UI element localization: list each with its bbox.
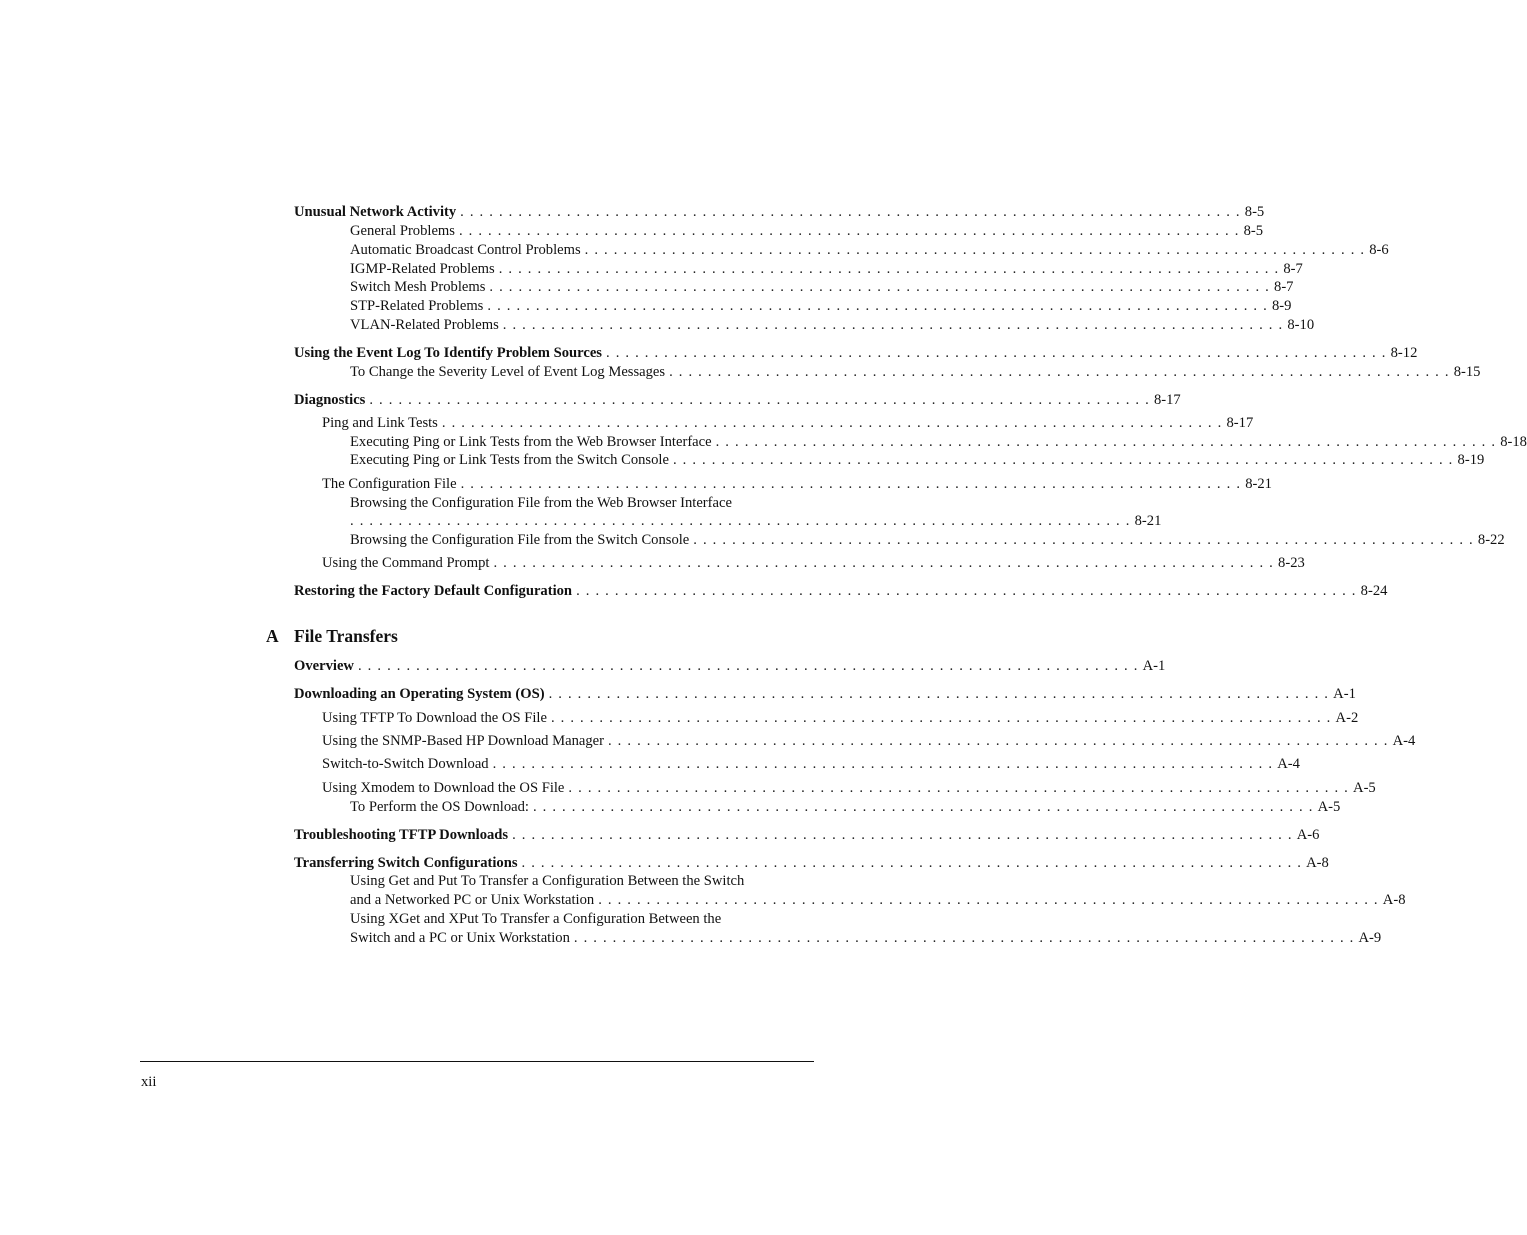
- chapter-heading: [266, 625, 398, 647]
- toc-entry-title: Using the SNMP-Based HP Download Manager: [322, 733, 604, 749]
- toc-entry-page: 8-21: [1134, 513, 1162, 529]
- toc-entry: [322, 554, 1305, 572]
- toc-entry: [350, 260, 1303, 278]
- toc-entry-title: Using the Event Log To Identify Problem Sources: [294, 345, 602, 361]
- toc-entry-title: Using TFTP To Download the OS File: [322, 710, 547, 726]
- toc-entry-page: 8-12: [1390, 345, 1418, 361]
- toc-entry-title: STP-Related Problems: [350, 298, 484, 314]
- toc-entry-page: 8-9: [1271, 298, 1292, 314]
- toc-entry-title: Overview: [294, 658, 354, 674]
- toc-entry: [322, 755, 1300, 773]
- toc-entry-page: 8-7: [1283, 261, 1303, 277]
- toc-entry: [350, 241, 1389, 259]
- toc-leader-dots: . . . . . . . . . . . . . . . . . . . . . . . . . . . . . . . . . . . . . . . . . . . . . . . . . . . . . . . . . . . . . . . . . . . . . . . . . . . . . . . . .: [498, 261, 1280, 277]
- toc-entry-title: Transferring Switch Configurations: [294, 855, 518, 871]
- toc-entry-page: 8-22: [1477, 532, 1505, 548]
- toc-entry: [294, 582, 1388, 600]
- toc-leader-dots: . . . . . . . . . . . . . . . . . . . . . . . . . . . . . . . . . . . . . . . . . . . . . . . . . . . . . . . . . . . . . . . . . . . . . . . . . . . . . . . . .: [460, 204, 1241, 220]
- toc-entry: [350, 891, 1406, 909]
- toc-entry: [322, 475, 1272, 493]
- chapter-title: File Transfers: [294, 626, 398, 646]
- toc-entry-page: A-8: [1306, 855, 1329, 871]
- toc-entry: [350, 433, 1527, 451]
- toc-entry-title: General Problems: [350, 223, 455, 239]
- toc-entry-page: 8-18: [1500, 434, 1527, 450]
- toc-entry-title: Troubleshooting TFTP Downloads: [294, 827, 509, 843]
- footer-rule: [140, 1061, 814, 1062]
- toc-entry: [350, 494, 810, 512]
- toc-entry-page: 8-10: [1287, 317, 1315, 333]
- toc-entry-title: Switch and a PC or Unix Workstation: [350, 930, 570, 946]
- toc-entry: [350, 910, 810, 928]
- toc-leader-dots: . . . . . . . . . . . . . . . . . . . . . . . . . . . . . . . . . . . . . . . . . . . . . . . . . . . . . . . . . . . . . . . . . . . . . . . . . . . . . . . . .: [584, 242, 1366, 258]
- toc-entry-title: The Configuration File: [322, 476, 457, 492]
- toc-entry-title: Using the Command Prompt: [322, 555, 490, 571]
- toc-leader-dots: . . . . . . . . . . . . . . . . . . . . . . . . . . . . . . . . . . . . . . . . . . . . . . . . . . . . . . . . . . . . . . . . . . . . . . . . . . . . . . . . .: [607, 733, 1389, 749]
- toc-entry: [350, 531, 1505, 549]
- toc-leader-dots: . . . . . . . . . . . . . . . . . . . . . . . . . . . . . . . . . . . . . . . . . . . . . . . . . . . . . . . . . . . . . . . . . . . . . . . . . . . . . . . . .: [458, 223, 1240, 239]
- toc-entry-title: Using XGet and XPut To Transfer a Configuration Between the: [350, 911, 722, 927]
- toc-entry-page: A-2: [1335, 710, 1359, 726]
- toc-entry-title: Downloading an Operating System (OS): [294, 686, 545, 702]
- toc-entry: [294, 685, 1356, 703]
- toc-leader-dots: . . . . . . . . . . . . . . . . . . . . . . . . . . . . . . . . . . . . . . . . . . . . . . . . . . . . . . . . . . . . . . . . . . . . . . . . . . . . . . . . .: [493, 555, 1275, 571]
- toc-leader-dots: . . . . . . . . . . . . . . . . . . . . . . . . . . . . . . . . . . . . . . . . . . . . . . . . . . . . . . . . . . . . . . . . . . . . . . . . . . . . . . . . .: [669, 364, 1450, 380]
- toc-entry-title: VLAN-Related Problems: [350, 317, 499, 333]
- toc-leader-dots: . . . . . . . . . . . . . . . . . . . . . . . . . . . . . . . . . . . . . . . . . . . . . . . . . . . . . . . . . . . . . . . . . . . . . . . . . . . . . . . . .: [548, 686, 1330, 702]
- toc-entry-page: 8-17: [1153, 392, 1181, 408]
- toc-entry-page: A-6: [1296, 827, 1320, 843]
- toc-leader-dots: . . . . . . . . . . . . . . . . . . . . . . . . . . . . . . . . . . . . . . . . . . . . . . . . . . . . . . . . . . . . . . . . . . . . . . . . . . . . . . . . .: [606, 345, 1387, 361]
- toc-entry-page: 8-24: [1360, 583, 1388, 599]
- toc-leader-dots: . . . . . . . . . . . . . . . . . . . . . . . . . . . . . . . . . . . . . . . . . . . . . . . . . . . . . . . . . . . . . . . . . . . . . . . . . . . . . . . . .: [573, 930, 1355, 946]
- toc-entry: [350, 222, 1264, 240]
- toc-entry-title: Restoring the Factory Default Configuration: [294, 583, 573, 599]
- toc-entry-page: A-8: [1382, 892, 1406, 908]
- toc-entry: [350, 363, 1481, 381]
- toc-leader-dots: . . . . . . . . . . . . . . . . . . . . . . . . . . . . . . . . . . . . . . . . . . . . . . . . . . . . . . . . . . . . . . . . . . . . . . . . . . . . . . . . .: [369, 392, 1150, 408]
- toc-entry-page: A-1: [1333, 686, 1356, 702]
- toc-leader-dots: . . . . . . . . . . . . . . . . . . . . . . . . . . . . . . . . . . . . . . . . . . . . . . . . . . . . . . . . . . . . . . . . . . . . . . . . . . . . . . . . .: [693, 532, 1474, 548]
- chapter-letter: A: [266, 626, 279, 646]
- toc-entry-page: A-9: [1358, 930, 1382, 946]
- toc-entry-title: Browsing the Configuration File from the Switch Console: [350, 532, 690, 548]
- toc-leader-dots: . . . . . . . . . . . . . . . . . . . . . . . . . . . . . . . . . . . . . . . . . . . . . . . . . . . . . . . . . . . . . . . . . . . . . . . . . . . . . . . . .: [489, 279, 1271, 295]
- toc-entry: [322, 779, 1376, 797]
- toc-entry-page: A-4: [1277, 756, 1300, 772]
- toc-leader-dots: . . . . . . . . . . . . . . . . . . . . . . . . . . . . . . . . . . . . . . . . . . . . . . . . . . . . . . . . . . . . . . . . . . . . . . . . . . . . . . . . .: [492, 756, 1274, 772]
- toc-entry: [294, 657, 1166, 675]
- toc-entry-title: To Change the Severity Level of Event Log Messages: [350, 364, 666, 380]
- toc-entry: [294, 344, 1418, 362]
- toc-leader-dots: . . . . . . . . . . . . . . . . . . . . . . . . . . . . . . . . . . . . . . . . . . . . . . . . . . . . . . . . . . . . . . . . . . . . . . . . . . . . . . . . .: [350, 513, 1131, 529]
- toc-leader-dots: . . . . . . . . . . . . . . . . . . . . . . . . . . . . . . . . . . . . . . . . . . . . . . . . . . . . . . . . . . . . . . . . . . . . . . . . . . . . . . . . .: [521, 855, 1303, 871]
- toc-entry-page: 8-7: [1274, 279, 1294, 295]
- toc-leader-dots: . . . . . . . . . . . . . . . . . . . . . . . . . . . . . . . . . . . . . . . . . . . . . . . . . . . . . . . . . . . . . . . . . . . . . . . . . . . . . . . . .: [598, 892, 1379, 908]
- toc-entry: [350, 316, 1315, 334]
- toc-leader-dots: . . . . . . . . . . . . . . . . . . . . . . . . . . . . . . . . . . . . . . . . . . . . . . . . . . . . . . . . . . . . . . . . . . . . . . . . . . . . . . . . .: [672, 452, 1454, 468]
- toc-entry: [294, 854, 1329, 872]
- toc-entry-title: Ping and Link Tests: [322, 415, 438, 431]
- toc-leader-dots: . . . . . . . . . . . . . . . . . . . . . . . . . . . . . . . . . . . . . . . . . . . . . . . . . . . . . . . . . . . . . . . . . . . . . . . . . . . . . . . . .: [715, 434, 1497, 450]
- toc-entry: [350, 297, 1292, 315]
- toc-entry: [294, 826, 1320, 844]
- toc-entry: [322, 414, 1254, 432]
- toc-entry-title: Diagnostics: [294, 392, 366, 408]
- toc-entry: [350, 278, 1294, 296]
- toc-leader-dots: . . . . . . . . . . . . . . . . . . . . . . . . . . . . . . . . . . . . . . . . . . . . . . . . . . . . . . . . . . . . . . . . . . . . . . . . . . . . . . . . .: [576, 583, 1357, 599]
- toc-entry-page: A-1: [1142, 658, 1166, 674]
- toc-entry-page: 8-5: [1244, 204, 1265, 220]
- toc-leader-dots: . . . . . . . . . . . . . . . . . . . . . . . . . . . . . . . . . . . . . . . . . . . . . . . . . . . . . . . . . . . . . . . . . . . . . . . . . . . . . . . . .: [502, 317, 1284, 333]
- toc-entry-title: and a Networked PC or Unix Workstation: [350, 892, 595, 908]
- toc-leader-dots: . . . . . . . . . . . . . . . . . . . . . . . . . . . . . . . . . . . . . . . . . . . . . . . . . . . . . . . . . . . . . . . . . . . . . . . . . . . . . . . . .: [357, 658, 1139, 674]
- toc-entry-title: Using Xmodem to Download the OS File: [322, 780, 565, 796]
- toc-entry-page: A-5: [1353, 780, 1376, 796]
- toc-entry: [322, 709, 1359, 727]
- toc-leader-dots: . . . . . . . . . . . . . . . . . . . . . . . . . . . . . . . . . . . . . . . . . . . . . . . . . . . . . . . . . . . . . . . . . . . . . . . . . . . . . . . . .: [487, 298, 1268, 314]
- toc-entry-title: To Perform the OS Download:: [350, 799, 529, 815]
- toc-entry-title: Unusual Network Activity: [294, 204, 457, 220]
- toc-entry-page: A-4: [1392, 733, 1416, 749]
- toc-leader-dots: . . . . . . . . . . . . . . . . . . . . . . . . . . . . . . . . . . . . . . . . . . . . . . . . . . . . . . . . . . . . . . . . . . . . . . . . . . . . . . . . .: [512, 827, 1293, 843]
- toc-entry-title: Switch Mesh Problems: [350, 279, 486, 295]
- page-number: xii: [141, 1074, 157, 1090]
- toc-entry: [350, 798, 1341, 816]
- toc-entry-page: 8-6: [1369, 242, 1389, 258]
- toc-leader-dots: . . . . . . . . . . . . . . . . . . . . . . . . . . . . . . . . . . . . . . . . . . . . . . . . . . . . . . . . . . . . . . . . . . . . . . . . . . . . . . . . .: [460, 476, 1242, 492]
- toc-leader-dots: . . . . . . . . . . . . . . . . . . . . . . . . . . . . . . . . . . . . . . . . . . . . . . . . . . . . . . . . . . . . . . . . . . . . . . . . . . . . . . . . .: [532, 799, 1314, 815]
- toc-leader-dots: . . . . . . . . . . . . . . . . . . . . . . . . . . . . . . . . . . . . . . . . . . . . . . . . . . . . . . . . . . . . . . . . . . . . . . . . . . . . . . . . .: [550, 710, 1332, 726]
- toc-entry: [350, 451, 1485, 469]
- toc-entry-page: A-5: [1317, 799, 1341, 815]
- toc-entry-page: 8-5: [1243, 223, 1264, 239]
- toc-entry-page: 8-15: [1453, 364, 1481, 380]
- toc-entry: [294, 391, 1181, 409]
- toc-entry-title: Browsing the Configuration File from the Web Browser Interface: [350, 495, 732, 511]
- toc-entry: [294, 203, 1265, 221]
- toc-entry: [350, 872, 810, 890]
- toc-entry-title: Switch-to-Switch Download: [322, 756, 489, 772]
- toc-entry-page: 8-21: [1245, 476, 1272, 492]
- toc-entry-page: 8-19: [1457, 452, 1485, 468]
- toc-entry-title: Executing Ping or Link Tests from the Switch Console: [350, 452, 669, 468]
- toc-entry-title: Executing Ping or Link Tests from the Web Browser Interface: [350, 434, 712, 450]
- toc-entry-page: 8-23: [1278, 555, 1305, 571]
- toc-entry: [322, 732, 1416, 750]
- toc-entry-title: Using Get and Put To Transfer a Configuration Between the Switch: [350, 873, 745, 889]
- toc-entry-page: 8-17: [1226, 415, 1254, 431]
- toc-leader-dots: . . . . . . . . . . . . . . . . . . . . . . . . . . . . . . . . . . . . . . . . . . . . . . . . . . . . . . . . . . . . . . . . . . . . . . . . . . . . . . . . .: [568, 780, 1350, 796]
- toc-entry-title: IGMP-Related Problems: [350, 261, 495, 277]
- toc-entry: [350, 512, 1162, 530]
- toc-entry-title: Automatic Broadcast Control Problems: [350, 242, 581, 258]
- toc-leader-dots: . . . . . . . . . . . . . . . . . . . . . . . . . . . . . . . . . . . . . . . . . . . . . . . . . . . . . . . . . . . . . . . . . . . . . . . . . . . . . . . . .: [441, 415, 1223, 431]
- toc-entry: [350, 929, 1382, 947]
